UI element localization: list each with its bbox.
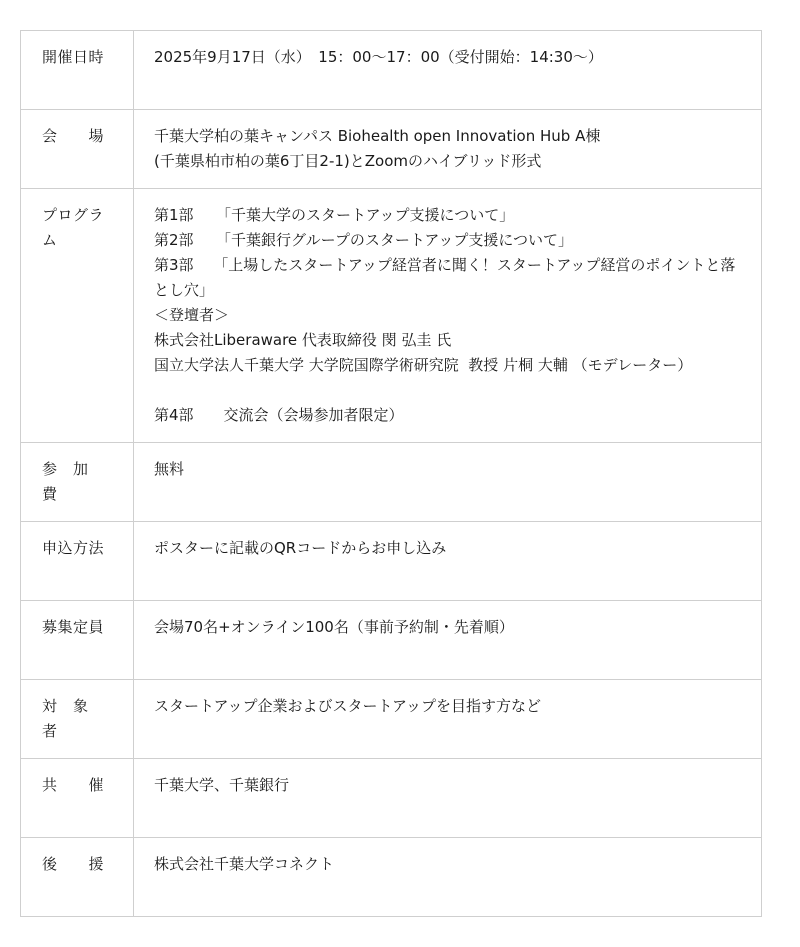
support-value: 株式会社千葉大学コネクト [154,855,335,873]
row-venue [21,110,762,189]
program-speaker-1: 株式会社Liberaware 代表取締役 閔 弘圭 氏 [154,331,452,349]
fee-value: 無料 [154,460,185,478]
label-cell [21,680,134,759]
program-part4: 第4部 交流会（会場参加者限定） [154,406,404,424]
target-value: スタートアップ企業およびスタートアップを目指す方など [154,697,542,715]
row-co-host [21,759,762,838]
label-cell [21,838,134,917]
program-speakers-heading: ＜登壇者＞ [154,306,230,324]
row-label-application: 申込方法 [42,539,105,557]
row-label-date: 開催日時 [42,48,105,66]
label-cell [21,189,134,443]
row-target [21,680,762,759]
value-cell [134,838,762,917]
label-cell [21,759,134,838]
row-label-fee: 参 加 費 [42,460,105,503]
venue-line-1: 千葉大学柏の葉キャンパス Biohealth open Innovation Hub A棟 [154,127,601,145]
row-fee [21,443,762,522]
row-date [21,31,762,110]
row-label-venue: 会 場 [42,127,105,145]
value-cell [134,110,762,189]
event-info-table [20,30,762,917]
row-capacity [21,601,762,680]
row-label-capacity: 募集定員 [42,618,105,636]
label-cell [21,601,134,680]
row-label-program: プログラム [42,206,105,249]
row-label-co-host: 共 催 [42,776,105,794]
program-speaker-2: 国立大学法人千葉大学 大学院国際学術研究院 教授 片桐 大輔 （モデレーター） [154,356,693,374]
value-cell [134,759,762,838]
venue-line-2: (千葉県柏市柏の葉6丁目2-1)とZoomのハイブリッド形式 [154,152,542,170]
value-cell [134,601,762,680]
co-host-value: 千葉大学、千葉銀行 [154,776,290,794]
row-label-target: 対 象 者 [42,697,105,740]
row-program [21,189,762,443]
label-cell [21,31,134,110]
value-cell [134,680,762,759]
label-cell [21,522,134,601]
date-value: 2025年9月17日（水） 15：00〜17：00（受付開始：14:30〜） [154,48,603,66]
program-part1: 第1部 「千葉大学のスタートアップ支援について」 [154,206,515,224]
value-cell [134,31,762,110]
application-value: ポスターに記載のQRコードからお申し込み [154,539,447,557]
value-cell [134,189,762,443]
program-spacer [154,378,741,403]
row-support [21,838,762,917]
program-part3: 第3部 「上場したスタートアップ経営者に聞く！スタートアップ経営のポイントと落とし穴」 [154,256,736,299]
label-cell [21,443,134,522]
capacity-value: 会場70名+オンライン100名（事前予約制・先着順） [154,618,514,636]
row-application [21,522,762,601]
row-label-support: 後 援 [42,855,105,873]
value-cell [134,522,762,601]
value-cell [134,443,762,522]
program-part2: 第2部 「千葉銀行グループのスタートアップ支援について」 [154,231,574,249]
label-cell [21,110,134,189]
